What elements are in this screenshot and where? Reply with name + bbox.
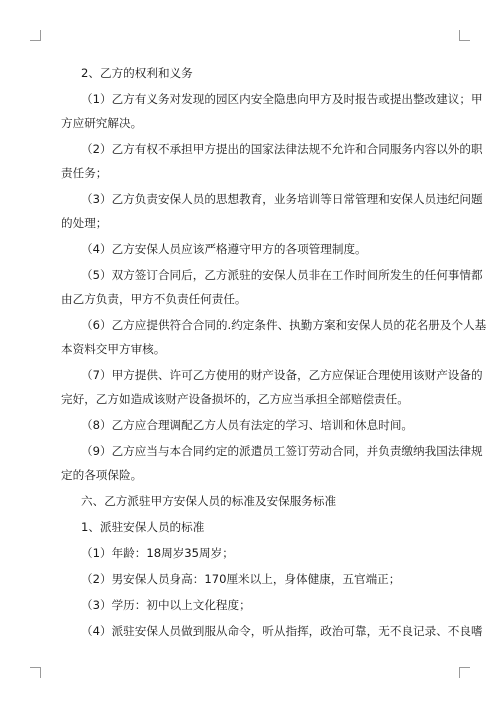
paragraph-line: 由乙方负责，甲方不负责任何责任。 — [61, 292, 247, 306]
paragraph-line: 方应研究解决。 — [61, 116, 143, 130]
paragraph-line: （6）乙方应提供符合合同的.约定条件、执勤方案和安保人员的花名册及个人基 — [81, 318, 487, 332]
paragraph-line: （4）派驻安保人员做到服从命令，听从指挥，政治可靠，无不良记录、不良嗜 — [81, 624, 483, 638]
paragraph-line: （8）乙方应合理调配乙方人员有法定的学习、培训和休息时间。 — [81, 418, 414, 432]
document-body — [61, 65, 487, 639]
paragraph-line: 责任务； — [61, 166, 108, 180]
paragraph-line: （2）乙方有权不承担甲方提出的国家法律法规不允许和合同服务内容以外的职 — [81, 142, 483, 156]
paragraph-line: （3）乙方负责安保人员的思想教育，业务培训等日常管理和安保人员违纪问题 — [81, 192, 483, 206]
subsection-heading: 1、派驻安保人员的标准 — [81, 520, 205, 534]
paragraph-line: 完好，乙方如造成该财产设备损坏的，乙方应当承担全部赔偿责任。 — [61, 392, 409, 406]
crop-mark-top-left — [30, 30, 41, 41]
section-heading: 2、乙方的权利和义务 — [81, 66, 193, 80]
paragraph-line: 的处理； — [61, 216, 108, 230]
crop-mark-bottom-right — [459, 667, 470, 678]
paragraph-line: （1）年龄：18周岁35周岁； — [81, 546, 234, 560]
paragraph-line: （5）双方签订合同后，乙方派驻的安保人员非在工作时间所发生的任何事情都 — [81, 268, 483, 282]
paragraph-line: 本资料交甲方审核。 — [61, 342, 166, 356]
crop-mark-bottom-left — [30, 667, 41, 678]
section-heading: 六、乙方派驻甲方安保人员的标准及安保服务标准 — [81, 494, 337, 508]
paragraph-line: （2）男安保人员身高：170厘米以上，身体健康，五官端正； — [81, 572, 401, 586]
crop-mark-top-right — [459, 30, 470, 41]
paragraph-line: （3）学历：初中以上文化程度； — [81, 598, 251, 612]
paragraph-line: （7）甲方提供、许可乙方使用的财产设备，乙方应保证合理使用该财产设备的 — [81, 368, 483, 382]
paragraph-line: （4）乙方安保人员应该严格遵守甲方的各项管理制度。 — [81, 242, 367, 256]
paragraph-line: 定的各项保险。 — [61, 468, 143, 482]
paragraph-line: （9）乙方应当与本合同约定的派遣员工签订劳动合同，并负责缴纳我国法律规 — [81, 444, 483, 458]
paragraph-line: （1）乙方有义务对发现的园区内安全隐患向甲方及时报告或提出整改建议；甲 — [81, 92, 483, 106]
